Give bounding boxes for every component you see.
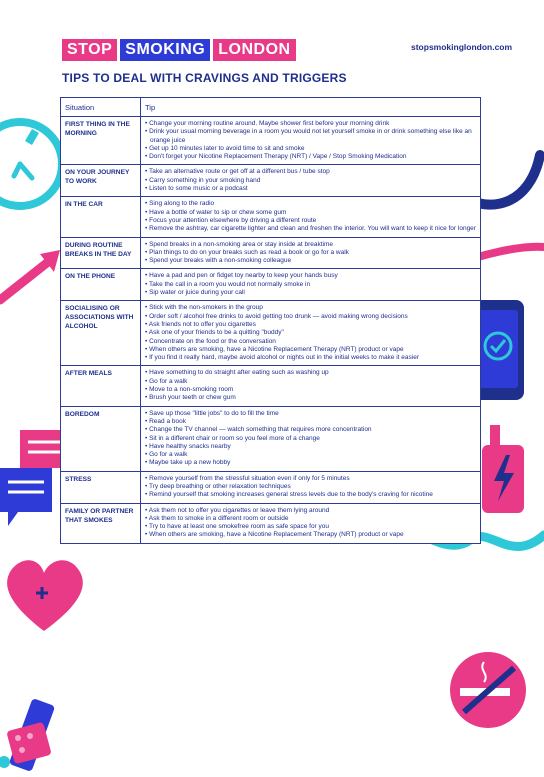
tip-item: • Have healthy snacks nearby bbox=[145, 443, 476, 451]
column-header-tip: Tip bbox=[141, 98, 481, 117]
tip-cell bbox=[141, 406, 481, 471]
tip-item: • Plan things to do on your breaks such as read a book or go for a walk bbox=[145, 249, 476, 257]
tip-cell bbox=[141, 165, 481, 197]
situation-cell: ON THE PHONE bbox=[61, 269, 141, 301]
tip-item: • Change the TV channel — watch something that requires more concentration bbox=[145, 426, 476, 434]
tip-item: • Try to have at least one smokefree room as safe space for you bbox=[145, 523, 476, 531]
tip-item: • Remove yourself from the stressful situation even if only for 5 minutes bbox=[145, 475, 476, 483]
tip-item: • Stick with the non-smokers in the group bbox=[145, 304, 476, 312]
stop-smoking-london-logo bbox=[62, 39, 296, 61]
tip-item: • Read a book bbox=[145, 418, 476, 426]
tip-item: • When others are smoking, have a Nicotine Replacement Therapy (NRT) product or vape bbox=[145, 346, 476, 354]
tip-item: • Focus your attention elsewhere by driving a different route bbox=[145, 217, 476, 225]
tip-item: • Have something to do straight after eating such as washing up bbox=[145, 369, 476, 377]
tip-cell bbox=[141, 366, 481, 406]
clock-icon bbox=[0, 116, 66, 212]
table-header-row bbox=[61, 98, 481, 117]
tip-item: • Remind yourself that smoking increases general stress levels due to the body's craving for nicotine bbox=[145, 491, 476, 499]
tip-item: • Listen to some music or a podcast bbox=[145, 185, 476, 193]
column-header-situation: Situation bbox=[61, 98, 141, 117]
table-row bbox=[61, 301, 481, 366]
table-row bbox=[61, 237, 481, 269]
situation-cell: DURING ROUTINE BREAKS IN THE DAY bbox=[61, 237, 141, 269]
tips-table bbox=[60, 97, 481, 544]
tip-item: • Have a bottle of water to sip or chew some gum bbox=[145, 209, 476, 217]
tip-item: • Have a pad and pen or fidget toy nearby to keep your hands busy bbox=[145, 272, 476, 280]
tip-cell bbox=[141, 471, 481, 503]
tip-item: • If you find it really hard, maybe avoid alcohol or nights out in the initial weeks to make it easier bbox=[145, 354, 476, 362]
nrt-products-icon bbox=[0, 690, 62, 777]
tip-item: • Change your morning routine around. Maybe shower first before your morning drink bbox=[145, 120, 476, 128]
table-row bbox=[61, 503, 481, 543]
heart-icon bbox=[0, 555, 90, 635]
logo-word-smoking: SMOKING bbox=[120, 39, 210, 61]
tip-item: • Go for a walk bbox=[145, 451, 476, 459]
tip-item: • Ask friends not to offer you cigarettes bbox=[145, 321, 476, 329]
tip-item: • Get up 10 minutes later to avoid time to sit and smoke bbox=[145, 145, 476, 153]
table-row bbox=[61, 197, 481, 237]
situation-cell: AFTER MEALS bbox=[61, 366, 141, 406]
tips-table-body bbox=[61, 117, 481, 544]
tip-cell bbox=[141, 197, 481, 237]
tip-item: • Sing along to the radio bbox=[145, 200, 476, 208]
table-row bbox=[61, 269, 481, 301]
tip-item: • When others are smoking, have a Nicotine Replacement Therapy (NRT) product or vape bbox=[145, 531, 476, 539]
tip-item: • Ask one of your friends to be a quitting "buddy" bbox=[145, 329, 476, 337]
tip-item: • Ask them to smoke in a different room or outside bbox=[145, 515, 476, 523]
situation-cell: SOCIALISING OR ASSOCIATIONS WITH ALCOHOL bbox=[61, 301, 141, 366]
tip-item: • Remove the ashtray, car cigarette lighter and clean and freshen the interior. You will want to keep it nice for longer bbox=[145, 225, 476, 233]
tip-item: • Sit in a different chair or room so you feel more of a change bbox=[145, 435, 476, 443]
tip-cell bbox=[141, 117, 481, 165]
tip-item: • Ask them not to offer you cigarettes or leave them lying around bbox=[145, 507, 476, 515]
situation-cell: STRESS bbox=[61, 471, 141, 503]
logo-word-stop: STOP bbox=[62, 39, 117, 61]
tip-item: • Don't forget your Nicotine Replacement Therapy (NRT) / Vape / Stop Smoking Medication bbox=[145, 153, 476, 161]
tip-item: • Take an alternative route or get off at a different bus / tube stop bbox=[145, 168, 476, 176]
table-row bbox=[61, 366, 481, 406]
situation-cell: FAMILY OR PARTNER THAT SMOKES bbox=[61, 503, 141, 543]
tip-item: • Sip water or juice during your call bbox=[145, 289, 476, 297]
situation-cell: ON YOUR JOURNEY TO WORK bbox=[61, 165, 141, 197]
tip-item: • Save up those "little jobs" to do to fill the time bbox=[145, 410, 476, 418]
situation-cell: BOREDOM bbox=[61, 406, 141, 471]
website-link[interactable]: stopsmokinglondon.com bbox=[411, 42, 513, 52]
tip-item: • Brush your teeth or chew gum bbox=[145, 394, 476, 402]
table-row bbox=[61, 406, 481, 471]
tip-item: • Carry something in your smoking hand bbox=[145, 177, 476, 185]
tip-cell bbox=[141, 269, 481, 301]
tip-item: • Spend breaks in a non-smoking area or stay inside at breaktime bbox=[145, 241, 476, 249]
tip-item: • Spend your breaks with a non-smoking colleague bbox=[145, 257, 476, 265]
tip-item: • Maybe take up a new hobby bbox=[145, 459, 476, 467]
tip-cell bbox=[141, 301, 481, 366]
tip-item: • Try deep breathing or other relaxation techniques bbox=[145, 483, 476, 491]
table-row bbox=[61, 165, 481, 197]
tip-item: • Move to a non-smoking room bbox=[145, 386, 476, 394]
tip-item: • Go for a walk bbox=[145, 378, 476, 386]
no-smoking-icon bbox=[444, 650, 530, 730]
tip-item: • Order soft / alcohol free drinks to avoid getting too drunk — avoid making wrong decisions bbox=[145, 313, 476, 321]
tip-item: • Drink your usual morning beverage in a room you would not let yourself smoke in or drink something else like an orange juice bbox=[145, 128, 476, 145]
tip-item: • Take the call in a room you would not normally smoke in bbox=[145, 281, 476, 289]
tip-item: • Concentrate on the food or the conversation bbox=[145, 338, 476, 346]
situation-cell: FIRST THING IN THE MORNING bbox=[61, 117, 141, 165]
page-title: TIPS TO DEAL WITH CRAVINGS AND TRIGGERS bbox=[62, 71, 347, 85]
table-row bbox=[61, 471, 481, 503]
tip-cell bbox=[141, 503, 481, 543]
tip-cell bbox=[141, 237, 481, 269]
logo-word-london: LONDON bbox=[213, 39, 295, 61]
table-row bbox=[61, 117, 481, 165]
situation-cell: IN THE CAR bbox=[61, 197, 141, 237]
